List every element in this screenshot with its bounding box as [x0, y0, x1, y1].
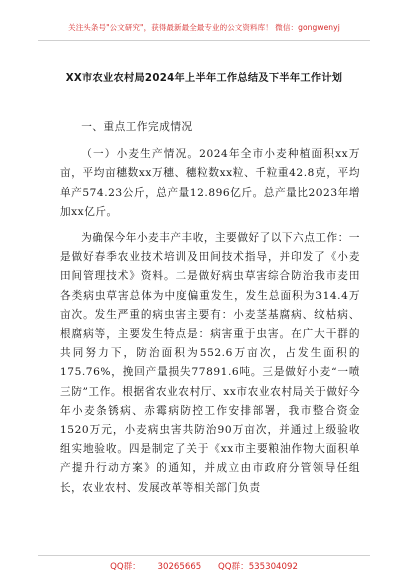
- page-footer-contact: QQ群： 30265665 QQ群：535304092: [110, 562, 298, 572]
- page-header-banner: 关注头条号"公文研究"，获得最新最全最专业的公文资料库！ 微信：gongwenyj: [68, 23, 340, 32]
- document-title: XX市农业农村局2024年上半年工作总结及下半年工作计划: [65, 73, 343, 84]
- paragraph-measures: 为确保今年小麦丰产丰收，主要做好了以下六点工作：一是做好春季农业技术培训及田间技术指导，并印发了《小麦田间管理技术》资料。二是做好病虫草害综合防治我市麦田各类病虫草害总体为中度偏重发生，发生总面积为314.4万亩次。发生严重的病虫害主要有：小麦茎基腐病、纹枯病、根腐病等，主要发生特点是：病害重于虫害。在广大干群的共同努力下，防治面积为552.6万亩次，占发生面积的175.76%，挽回产量损失77891.6吨。三是做好小麦“一喷三防”工作。根据省农业农村厅、xx市农业农村局关于做好今年小麦条锈病、赤霉病防控工作安排部署，我市整合资金1520万元，小麦病虫害共防治90万亩次，并通过上级验收组实地验收。四是制定了关于《xx市主要粮油作物大面积单产提升行动方案》的通知，并成立由市政府分管领导任组长，农业农村、发展改革等相关部门负责: [60, 232, 360, 494]
- section-heading: 一、重点工作完成情况: [81, 121, 193, 133]
- document-body: [60, 118, 360, 498]
- header-divider: [38, 40, 370, 41]
- footer-divider: [38, 555, 370, 556]
- paragraph-wheat-production: （一）小麦生产情况。2024年全市小麦种植面积xx万亩，平均亩穗数xx万穗、穗粒数xx粒、千粒重42.8克，平均单产574.23公斤，总产量12.896亿斤。总产量比2023年增加xx亿斤。: [60, 148, 360, 218]
